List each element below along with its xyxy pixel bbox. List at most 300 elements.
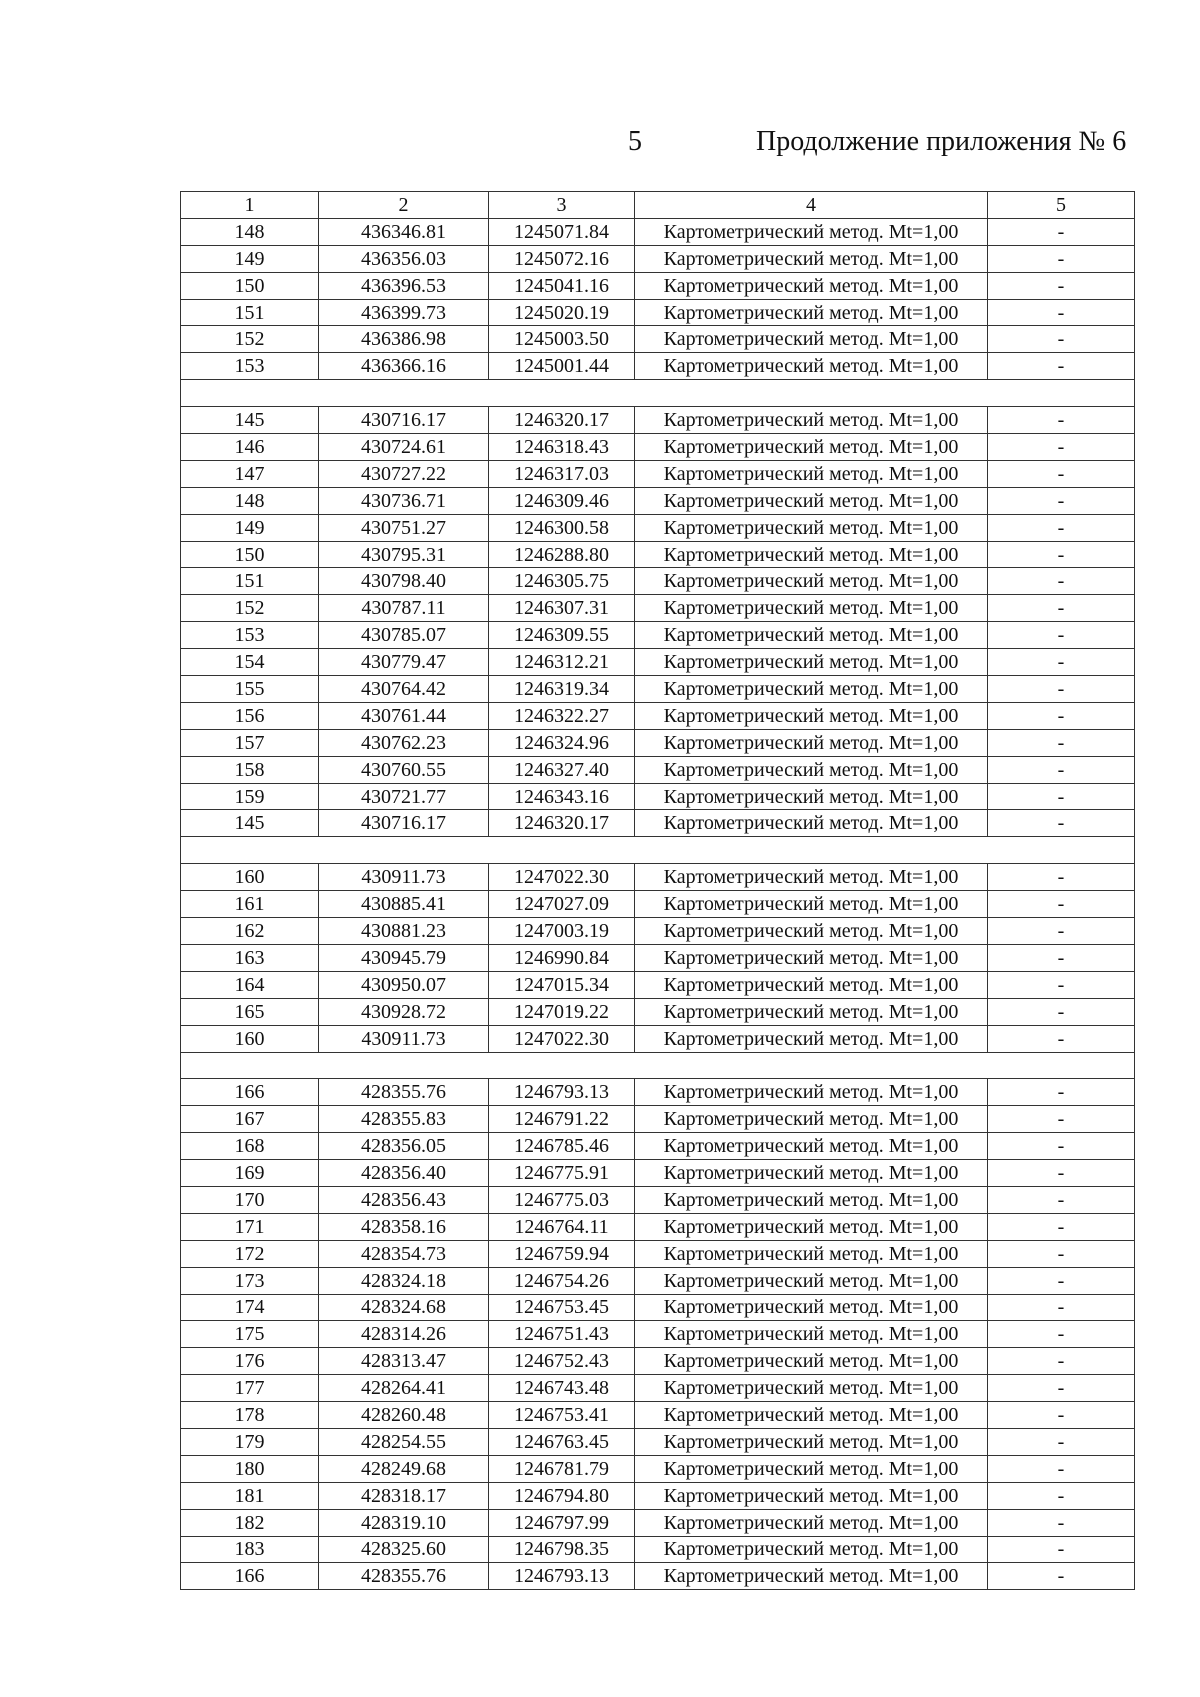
point-number-cell: 157 [181,729,319,756]
point-number-cell: 168 [181,1133,319,1160]
x-coordinate-cell: 428325.60 [319,1536,489,1563]
x-coordinate-cell: 428264.41 [319,1375,489,1402]
point-number-cell: 173 [181,1267,319,1294]
y-coordinate-cell: 1246752.43 [489,1348,635,1375]
group-separator [181,380,1135,407]
y-coordinate-cell: 1246320.17 [489,810,635,837]
x-coordinate-cell: 428318.17 [319,1482,489,1509]
table-row [181,1375,1135,1402]
x-coordinate-cell: 430716.17 [319,810,489,837]
point-number-cell: 169 [181,1160,319,1187]
x-coordinate-cell: 428355.76 [319,1079,489,1106]
method-cell: Картометрический метод. Mt=1,00 [635,891,988,918]
y-coordinate-cell: 1246775.03 [489,1186,635,1213]
y-coordinate-cell: 1245071.84 [489,218,635,245]
table-row [181,514,1135,541]
table-row [181,245,1135,272]
x-coordinate-cell: 430911.73 [319,864,489,891]
table-row [181,1160,1135,1187]
x-coordinate-cell: 430787.11 [319,595,489,622]
y-coordinate-cell: 1247003.19 [489,918,635,945]
x-coordinate-cell: 428324.18 [319,1267,489,1294]
table-header-row [181,192,1135,219]
x-coordinate-cell: 430785.07 [319,622,489,649]
note-cell: - [988,998,1135,1025]
table-row [181,729,1135,756]
point-number-cell: 160 [181,1025,319,1052]
point-number-cell: 148 [181,487,319,514]
note-cell: - [988,1348,1135,1375]
y-coordinate-cell: 1246300.58 [489,514,635,541]
point-number-cell: 177 [181,1375,319,1402]
note-cell: - [988,702,1135,729]
method-cell: Картометрический метод. Mt=1,00 [635,1079,988,1106]
table-row [181,434,1135,461]
x-coordinate-cell: 430928.72 [319,998,489,1025]
y-coordinate-cell: 1246309.46 [489,487,635,514]
method-cell: Картометрический метод. Mt=1,00 [635,407,988,434]
note-cell: - [988,810,1135,837]
method-cell: Картометрический метод. Mt=1,00 [635,1402,988,1429]
method-cell: Картометрический метод. Mt=1,00 [635,568,988,595]
table-row [181,541,1135,568]
x-coordinate-cell: 430721.77 [319,783,489,810]
point-number-cell: 183 [181,1536,319,1563]
note-cell: - [988,514,1135,541]
point-number-cell: 151 [181,568,319,595]
y-coordinate-cell: 1246763.45 [489,1428,635,1455]
y-coordinate-cell: 1246785.46 [489,1133,635,1160]
note-cell: - [988,864,1135,891]
table-row [181,487,1135,514]
x-coordinate-cell: 436346.81 [319,218,489,245]
method-cell: Картометрический метод. Mt=1,00 [635,1160,988,1187]
table-row [181,810,1135,837]
note-cell: - [988,218,1135,245]
note-cell: - [988,1240,1135,1267]
y-coordinate-cell: 1246793.13 [489,1079,635,1106]
y-coordinate-cell: 1246309.55 [489,622,635,649]
table-row [181,918,1135,945]
point-number-cell: 163 [181,944,319,971]
method-cell: Картометрический метод. Mt=1,00 [635,1428,988,1455]
note-cell: - [988,1321,1135,1348]
method-cell: Картометрический метод. Mt=1,00 [635,1509,988,1536]
method-cell: Картометрический метод. Mt=1,00 [635,944,988,971]
y-coordinate-cell: 1246781.79 [489,1455,635,1482]
x-coordinate-cell: 430727.22 [319,460,489,487]
point-number-cell: 167 [181,1106,319,1133]
note-cell: - [988,729,1135,756]
method-cell: Картометрический метод. Mt=1,00 [635,1294,988,1321]
x-coordinate-cell: 430885.41 [319,891,489,918]
column-header: 4 [635,192,988,219]
table-body [181,218,1135,1589]
table-row [181,1025,1135,1052]
method-cell: Картометрический метод. Mt=1,00 [635,756,988,783]
x-coordinate-cell: 428249.68 [319,1455,489,1482]
x-coordinate-cell: 430950.07 [319,971,489,998]
x-coordinate-cell: 428319.10 [319,1509,489,1536]
table-row [181,1267,1135,1294]
point-number-cell: 176 [181,1348,319,1375]
method-cell: Картометрический метод. Mt=1,00 [635,1375,988,1402]
y-coordinate-cell: 1245041.16 [489,272,635,299]
note-cell: - [988,622,1135,649]
point-number-cell: 162 [181,918,319,945]
point-number-cell: 145 [181,810,319,837]
table-row [181,595,1135,622]
method-cell: Картометрический метод. Mt=1,00 [635,1025,988,1052]
column-header: 5 [988,192,1135,219]
y-coordinate-cell: 1246753.41 [489,1402,635,1429]
note-cell: - [988,326,1135,353]
note-cell: - [988,944,1135,971]
y-coordinate-cell: 1246324.96 [489,729,635,756]
point-number-cell: 150 [181,541,319,568]
method-cell: Картометрический метод. Mt=1,00 [635,1267,988,1294]
group-separator-row [181,380,1135,407]
note-cell: - [988,1563,1135,1590]
group-separator [181,1052,1135,1079]
table-row [181,998,1135,1025]
note-cell: - [988,460,1135,487]
x-coordinate-cell: 430798.40 [319,568,489,595]
x-coordinate-cell: 430795.31 [319,541,489,568]
x-coordinate-cell: 430761.44 [319,702,489,729]
method-cell: Картометрический метод. Mt=1,00 [635,541,988,568]
method-cell: Картометрический метод. Mt=1,00 [635,514,988,541]
column-header: 2 [319,192,489,219]
x-coordinate-cell: 436386.98 [319,326,489,353]
table-row [181,1240,1135,1267]
x-coordinate-cell: 430724.61 [319,434,489,461]
group-separator-row [181,837,1135,864]
group-separator-row [181,1052,1135,1079]
note-cell: - [988,918,1135,945]
point-number-cell: 181 [181,1482,319,1509]
point-number-cell: 154 [181,649,319,676]
method-cell: Картометрический метод. Mt=1,00 [635,998,988,1025]
method-cell: Картометрический метод. Mt=1,00 [635,971,988,998]
point-number-cell: 166 [181,1563,319,1590]
y-coordinate-cell: 1246305.75 [489,568,635,595]
point-number-cell: 160 [181,864,319,891]
table-row [181,1402,1135,1429]
point-number-cell: 170 [181,1186,319,1213]
table-row [181,1482,1135,1509]
method-cell: Картометрический метод. Mt=1,00 [635,595,988,622]
y-coordinate-cell: 1247022.30 [489,864,635,891]
y-coordinate-cell: 1246319.34 [489,676,635,703]
x-coordinate-cell: 428314.26 [319,1321,489,1348]
method-cell: Картометрический метод. Mt=1,00 [635,434,988,461]
table-row [181,676,1135,703]
x-coordinate-cell: 428313.47 [319,1348,489,1375]
note-cell: - [988,1455,1135,1482]
table-row [181,649,1135,676]
y-coordinate-cell: 1246751.43 [489,1321,635,1348]
method-cell: Картометрический метод. Mt=1,00 [635,460,988,487]
table-row [181,1536,1135,1563]
point-number-cell: 146 [181,434,319,461]
point-number-cell: 149 [181,514,319,541]
group-separator [181,837,1135,864]
note-cell: - [988,1186,1135,1213]
y-coordinate-cell: 1246775.91 [489,1160,635,1187]
x-coordinate-cell: 430779.47 [319,649,489,676]
y-coordinate-cell: 1246743.48 [489,1375,635,1402]
note-cell: - [988,1509,1135,1536]
x-coordinate-cell: 430945.79 [319,944,489,971]
x-coordinate-cell: 428355.76 [319,1563,489,1590]
point-number-cell: 152 [181,326,319,353]
point-number-cell: 174 [181,1294,319,1321]
x-coordinate-cell: 430751.27 [319,514,489,541]
x-coordinate-cell: 436356.03 [319,245,489,272]
note-cell: - [988,1536,1135,1563]
note-cell: - [988,487,1135,514]
method-cell: Картометрический метод. Mt=1,00 [635,299,988,326]
point-number-cell: 155 [181,676,319,703]
point-number-cell: 178 [181,1402,319,1429]
point-number-cell: 171 [181,1213,319,1240]
table-row [181,891,1135,918]
point-number-cell: 153 [181,353,319,380]
table-row [181,702,1135,729]
y-coordinate-cell: 1246797.99 [489,1509,635,1536]
y-coordinate-cell: 1247027.09 [489,891,635,918]
y-coordinate-cell: 1246793.13 [489,1563,635,1590]
method-cell: Картометрический метод. Mt=1,00 [635,1482,988,1509]
point-number-cell: 156 [181,702,319,729]
y-coordinate-cell: 1246759.94 [489,1240,635,1267]
y-coordinate-cell: 1247015.34 [489,971,635,998]
note-cell: - [988,1213,1135,1240]
method-cell: Картометрический метод. Mt=1,00 [635,218,988,245]
note-cell: - [988,1106,1135,1133]
method-cell: Картометрический метод. Mt=1,00 [635,1348,988,1375]
x-coordinate-cell: 428354.73 [319,1240,489,1267]
point-number-cell: 164 [181,971,319,998]
y-coordinate-cell: 1246791.22 [489,1106,635,1133]
table-row [181,326,1135,353]
method-cell: Картометрический метод. Mt=1,00 [635,353,988,380]
method-cell: Картометрический метод. Mt=1,00 [635,622,988,649]
method-cell: Картометрический метод. Mt=1,00 [635,1133,988,1160]
note-cell: - [988,1160,1135,1187]
x-coordinate-cell: 430736.71 [319,487,489,514]
table-row [181,1321,1135,1348]
note-cell: - [988,353,1135,380]
table-row [181,272,1135,299]
table-row [181,756,1135,783]
point-number-cell: 175 [181,1321,319,1348]
table-row [181,1563,1135,1590]
note-cell: - [988,1294,1135,1321]
table-row [181,299,1135,326]
y-coordinate-cell: 1245020.19 [489,299,635,326]
note-cell: - [988,568,1135,595]
y-coordinate-cell: 1246318.43 [489,434,635,461]
point-number-cell: 149 [181,245,319,272]
x-coordinate-cell: 428254.55 [319,1428,489,1455]
method-cell: Картометрический метод. Mt=1,00 [635,729,988,756]
note-cell: - [988,245,1135,272]
point-number-cell: 161 [181,891,319,918]
method-cell: Картометрический метод. Mt=1,00 [635,649,988,676]
table-row [181,353,1135,380]
x-coordinate-cell: 428355.83 [319,1106,489,1133]
method-cell: Картометрический метод. Mt=1,00 [635,272,988,299]
method-cell: Картометрический метод. Mt=1,00 [635,1213,988,1240]
note-cell: - [988,272,1135,299]
x-coordinate-cell: 430760.55 [319,756,489,783]
note-cell: - [988,1133,1135,1160]
method-cell: Картометрический метод. Mt=1,00 [635,1536,988,1563]
point-number-cell: 150 [181,272,319,299]
table-row [181,622,1135,649]
y-coordinate-cell: 1246754.26 [489,1267,635,1294]
y-coordinate-cell: 1247022.30 [489,1025,635,1052]
x-coordinate-cell: 436399.73 [319,299,489,326]
x-coordinate-cell: 428324.68 [319,1294,489,1321]
point-number-cell: 179 [181,1428,319,1455]
x-coordinate-cell: 436396.53 [319,272,489,299]
table-row [181,568,1135,595]
column-header: 3 [489,192,635,219]
method-cell: Картометрический метод. Mt=1,00 [635,783,988,810]
note-cell: - [988,1482,1135,1509]
y-coordinate-cell: 1246288.80 [489,541,635,568]
method-cell: Картометрический метод. Mt=1,00 [635,326,988,353]
note-cell: - [988,1025,1135,1052]
table-row [181,407,1135,434]
point-number-cell: 147 [181,460,319,487]
table-row [181,1186,1135,1213]
method-cell: Картометрический метод. Mt=1,00 [635,245,988,272]
note-cell: - [988,1079,1135,1106]
point-number-cell: 182 [181,1509,319,1536]
y-coordinate-cell: 1246794.80 [489,1482,635,1509]
x-coordinate-cell: 436366.16 [319,353,489,380]
table-row [181,1079,1135,1106]
coordinates-table [180,191,1135,1590]
point-number-cell: 159 [181,783,319,810]
table-row [181,864,1135,891]
point-number-cell: 151 [181,299,319,326]
y-coordinate-cell: 1246317.03 [489,460,635,487]
point-number-cell: 158 [181,756,319,783]
table-row [181,783,1135,810]
y-coordinate-cell: 1246798.35 [489,1536,635,1563]
note-cell: - [988,676,1135,703]
x-coordinate-cell: 428356.43 [319,1186,489,1213]
table-row [181,1509,1135,1536]
table-row [181,1348,1135,1375]
method-cell: Картометрический метод. Mt=1,00 [635,487,988,514]
y-coordinate-cell: 1246990.84 [489,944,635,971]
y-coordinate-cell: 1247019.22 [489,998,635,1025]
table-row [181,944,1135,971]
note-cell: - [988,1402,1135,1429]
point-number-cell: 165 [181,998,319,1025]
method-cell: Картометрический метод. Mt=1,00 [635,1455,988,1482]
y-coordinate-cell: 1245003.50 [489,326,635,353]
y-coordinate-cell: 1245072.16 [489,245,635,272]
note-cell: - [988,595,1135,622]
x-coordinate-cell: 428358.16 [319,1213,489,1240]
y-coordinate-cell: 1246312.21 [489,649,635,676]
point-number-cell: 148 [181,218,319,245]
x-coordinate-cell: 430762.23 [319,729,489,756]
note-cell: - [988,971,1135,998]
method-cell: Картометрический метод. Mt=1,00 [635,676,988,703]
point-number-cell: 166 [181,1079,319,1106]
x-coordinate-cell: 428356.05 [319,1133,489,1160]
y-coordinate-cell: 1246322.27 [489,702,635,729]
x-coordinate-cell: 430764.42 [319,676,489,703]
note-cell: - [988,1267,1135,1294]
method-cell: Картометрический метод. Mt=1,00 [635,1106,988,1133]
note-cell: - [988,649,1135,676]
point-number-cell: 152 [181,595,319,622]
x-coordinate-cell: 428356.40 [319,1160,489,1187]
point-number-cell: 153 [181,622,319,649]
note-cell: - [988,434,1135,461]
method-cell: Картометрический метод. Mt=1,00 [635,864,988,891]
table-row [181,1213,1135,1240]
y-coordinate-cell: 1246307.31 [489,595,635,622]
method-cell: Картометрический метод. Mt=1,00 [635,1321,988,1348]
table-row [181,218,1135,245]
y-coordinate-cell: 1246753.45 [489,1294,635,1321]
note-cell: - [988,891,1135,918]
point-number-cell: 180 [181,1455,319,1482]
x-coordinate-cell: 428260.48 [319,1402,489,1429]
x-coordinate-cell: 430881.23 [319,918,489,945]
y-coordinate-cell: 1246320.17 [489,407,635,434]
table-row [181,1455,1135,1482]
table-row [181,1106,1135,1133]
point-number-cell: 172 [181,1240,319,1267]
x-coordinate-cell: 430911.73 [319,1025,489,1052]
note-cell: - [988,541,1135,568]
point-number-cell: 145 [181,407,319,434]
method-cell: Картометрический метод. Mt=1,00 [635,1186,988,1213]
y-coordinate-cell: 1246343.16 [489,783,635,810]
y-coordinate-cell: 1245001.44 [489,353,635,380]
note-cell: - [988,299,1135,326]
table-row [181,460,1135,487]
method-cell: Картометрический метод. Mt=1,00 [635,1563,988,1590]
page-header: Продолжение приложения № 6 [756,126,1127,157]
table-row [181,971,1135,998]
method-cell: Картометрический метод. Mt=1,00 [635,702,988,729]
y-coordinate-cell: 1246764.11 [489,1213,635,1240]
note-cell: - [988,783,1135,810]
x-coordinate-cell: 430716.17 [319,407,489,434]
table-row [181,1133,1135,1160]
table-row [181,1428,1135,1455]
note-cell: - [988,756,1135,783]
column-header: 1 [181,192,319,219]
method-cell: Картометрический метод. Mt=1,00 [635,810,988,837]
y-coordinate-cell: 1246327.40 [489,756,635,783]
method-cell: Картометрический метод. Mt=1,00 [635,918,988,945]
method-cell: Картометрический метод. Mt=1,00 [635,1240,988,1267]
page-number: 5 [628,126,642,157]
